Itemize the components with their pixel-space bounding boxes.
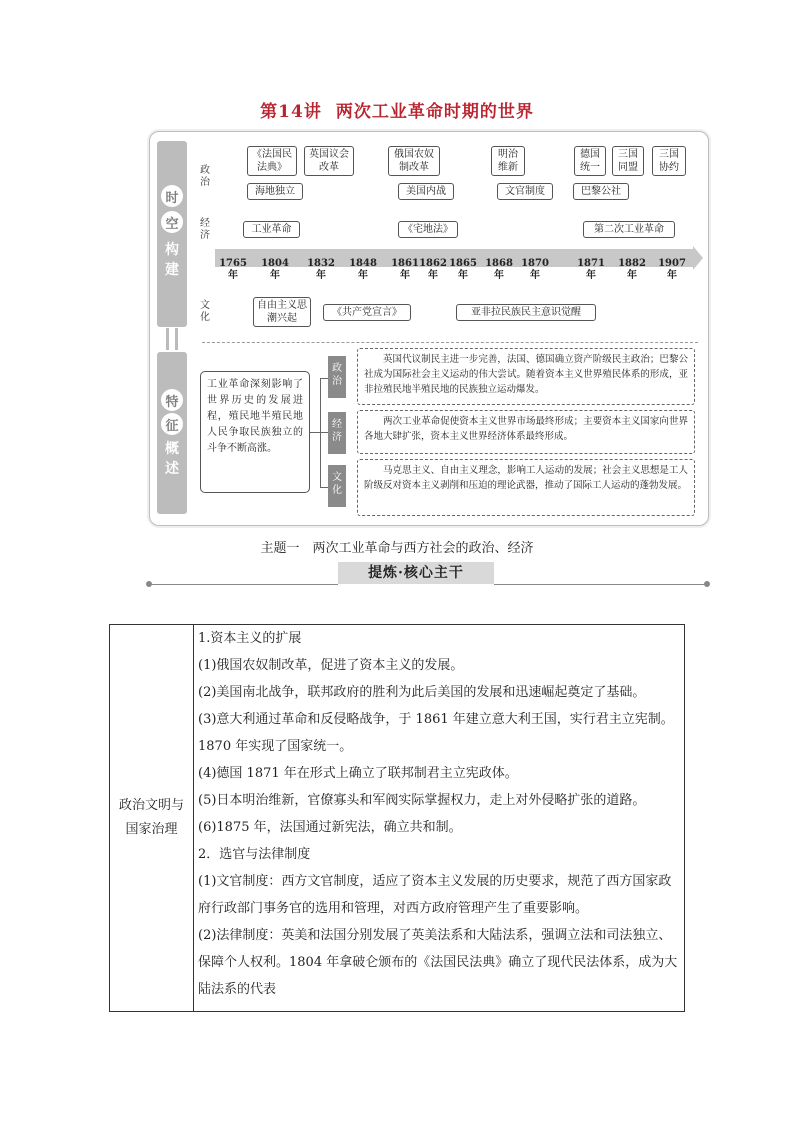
banner-dot [146,581,152,587]
table-left-cell: 政治文明与国家治理 [110,625,194,1012]
section-char: 概 [165,441,179,457]
timeline-year: 1848 年 [349,258,377,281]
section-banner: 提炼·核心主干 [338,562,494,584]
timeline-year: 1871 年 [577,258,605,281]
content-table [109,624,685,1012]
brace-line [310,432,320,433]
table-line: (2)美国南北战争，联邦政府的胜利为此后美国的发展和迅速崛起奠定了基础。 [198,685,646,700]
divider [202,342,698,343]
table-line: (6)1875 年，法国通过新宪法，确立共和制。 [198,820,462,835]
category-tag-economy: 经济 [328,412,346,454]
table-line: (4)德国 1871 年在形式上确立了联邦制君主立宪政体。 [198,766,518,781]
event-box: 工业革命 [243,221,300,238]
section-char: 时 [161,185,183,207]
event-box: 巴黎公社 [573,183,629,200]
event-box: 俄国农奴制改革 [388,146,440,176]
connector-chain [166,328,178,350]
timeline-year: 1765 年 [219,258,247,281]
topic-heading: 主题一 两次工业革命与西方社会的政治、经济 [260,541,534,556]
feature-text-economy: 两次工业革命促使资本主义世界市场最终形成；主要资本主义国家向世界各地大肆扩张，资本主义世界经济体系最终形成。 [357,410,695,454]
event-box: 明治维新 [491,146,525,176]
timeline-year: 1865 年 [449,258,477,281]
timeline-year: 1832 年 [307,258,335,281]
banner-line-right [494,584,706,585]
timeline-year: 1861 年 [391,258,419,281]
timeline-year: 1804 年 [261,258,289,281]
banner-line-left [150,584,338,585]
table-line: (1)文官制度：西方文官制度，适应了资本主义发展的历史要求，规范了西方国家政府行政部门事务官的选用和管理，对西方政府管理产生了重要影响。 [198,874,672,916]
table-line: (1)俄国农奴制改革，促进了资本主义的发展。 [198,658,464,673]
event-box: 亚非拉民族民主意识觉醒 [456,304,596,321]
event-box: 《宅地法》 [398,221,458,238]
timeline-year: 1907 年 [658,258,686,281]
page-title: 第14讲 两次工业革命时期的世界 [260,102,534,122]
event-box: 自由主义思潮兴起 [253,297,311,327]
feature-text-culture: 马克思主义、自由主义理念，影响工人运动的发展；社会主义思想是工人阶级反对资本主义剥削和压迫的理论武器，推动了国际工人运动的蓬勃发展。 [357,459,695,516]
section-char: 空 [161,211,183,233]
category-tag-culture: 文化 [328,465,346,507]
event-box: 德国统一 [574,146,606,176]
category-tag-politics: 政治 [328,356,346,398]
timeline-year: 1862 年 [419,258,447,281]
row-label-economy: 经济 [200,218,210,241]
section-char: 征 [161,413,183,435]
feature-text-politics: 英国代议制民主进一步完善，法国、德国确立资产阶级民主政治；巴黎公社成为国际社会主义运动的伟大尝试。随着资本主义世界殖民体系的形成，亚非拉殖民地半殖民地的民族独立运动爆发。 [357,348,695,405]
event-box: 《共产党宣言》 [323,304,411,321]
section-char: 构 [165,242,179,258]
event-box: 第二次工业革命 [583,221,675,238]
event-box: 海地独立 [247,183,303,200]
table-line: (5)日本明治维新，官僚寡头和军阀实际掌握权力，走上对外侵略扩张的道路。 [198,793,646,808]
row-label-politics: 政治 [200,165,210,188]
section-char: 述 [165,461,179,477]
event-box: 《法国民法典》 [247,146,297,176]
banner-dot [704,581,710,587]
table-line: 1.资本主义的扩展 [198,631,302,646]
timeline-year: 1882 年 [618,258,646,281]
section-char: 建 [165,262,179,278]
event-box: 三国同盟 [612,146,644,176]
table-right-cell [194,625,685,1012]
table-line: (3)意大利通过革命和反侵略战争，于 1861 年建立意大利王国，实行君主立宪制。1870 年实现了国家统一。 [198,712,674,754]
conclusion-box: 工业革命深刻影响了世界历史的发展进程，殖民地半殖民地人民争取民族独立的斗争不断高涨。 [200,371,310,493]
section-char: 特 [161,389,183,411]
table-line: 2．选官与法律制度 [198,847,311,862]
timeline-arrowhead [693,246,703,270]
section-bar-spacetime [157,141,187,327]
event-box: 三国协约 [652,146,686,176]
timeline-year: 1868 年 [485,258,513,281]
table-line: (2)法律制度：英美和法国分别发展了英美法系和大陆法系，强调立法和司法独立、保障个人权利。1804 年拿破仑颁布的《法国民法典》确立了现代民法体系，成为大陆法系的代表 [198,928,678,997]
event-box: 美国内战 [398,183,454,200]
brace-line [320,432,328,433]
row-label-culture: 文化 [200,300,210,323]
event-box: 英国议会改革 [304,146,354,176]
timeline-year: 1870 年 [521,258,549,281]
event-box: 文官制度 [497,183,553,200]
